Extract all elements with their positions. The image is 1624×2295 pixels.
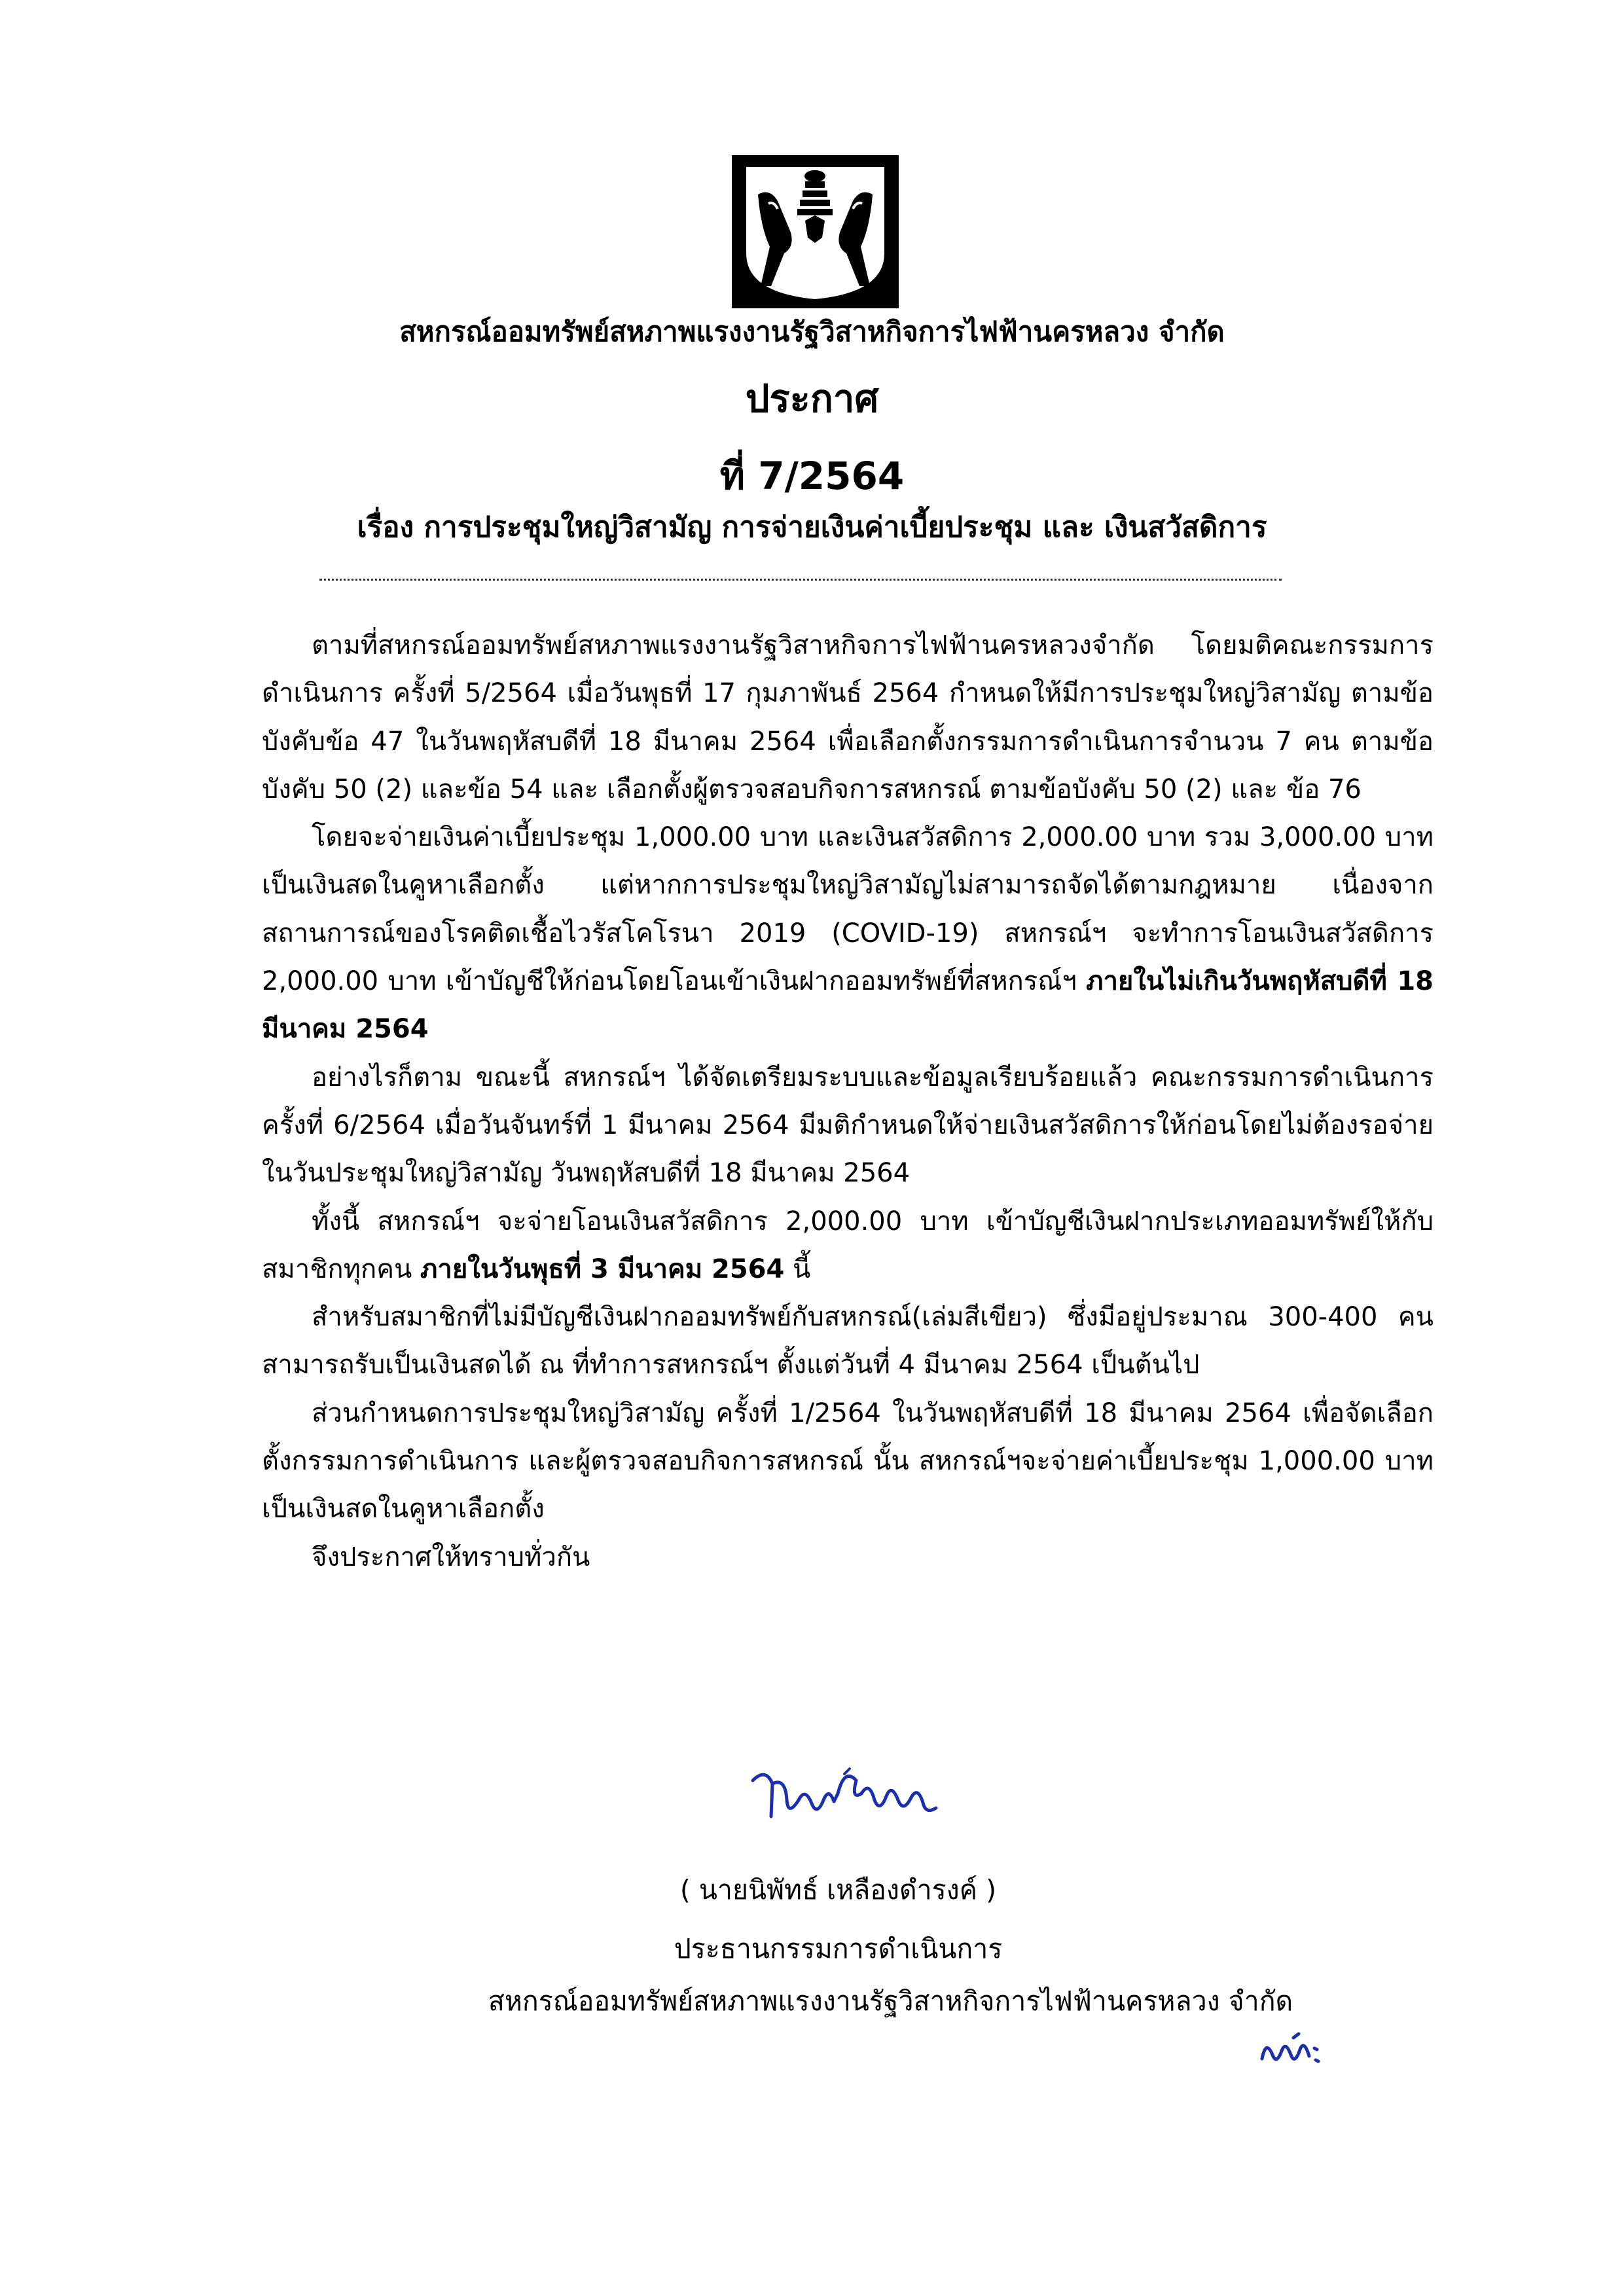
paragraph-2-text: โดยจะจ่ายเงินค่าเบี้ยประชุม 1,000.00 บาท และเงินสวัสดิการ 2,000.00 บาท รวม 3,000.00 บาท เป็นเงินสดในคูหาเลือกตั้ง แต่หากการประชุมใหญ่วิสามัญไม่สามารถจัดได้ตามกฎหมาย เนื่องจากสถานการณ์ของโรคติดเชื้อไวรัสโคโรนา 2019 (COVID-19) สหกรณ์ฯ จะทำการโอนเงินสวัสดิการ 2,000.00 บาท เข้าบัญชีให้ก่อนโดยโอนเข้าเงินฝากออมทรัพย์ที่สหกรณ์ฯ (262, 822, 1434, 997)
document-subject: เรื่อง การประชุมใหญ่วิสามัญ การจ่ายเงินค่าเบี้ยประชุม และ เงินสวัสดิการ (357, 511, 1267, 544)
signatory-name: ( นายนิพัทธ์ เหลืองดำรงค์ ) (679, 1874, 997, 1906)
paragraph-2 (262, 814, 1434, 1053)
document-number: ที่ 7/2564 (719, 454, 905, 498)
paragraph-2-deadline: ภายในไม่เกินวันพฤหัสบดีที่ 18 มีนาคม 2564 (262, 966, 1434, 1045)
paragraph-3: อย่างไรก็ตาม ขณะนี้ สหกรณ์ฯ ได้จัดเตรียมระบบและข้อมูลเรียบร้อยแล้ว คณะกรรมการดำเนินการ ครั้งที่ 6/2564 เมื่อวันจันทร์ที่ 1 มีนาคม 2564 มีมติกำหนดให้จ่ายเงินสวัสดิการให้ก่อนโดยไม่ต้องรอจ่ายในวันประชุมใหญ่วิสามัญ วันพฤหัสบดีที่ 18 มีนาคม 2564 (262, 1062, 1434, 1189)
paragraph-4 (262, 1198, 1434, 1294)
paragraph-6: ส่วนกำหนดการประชุมใหญ่วิสามัญ ครั้งที่ 1/2564 ในวันพฤหัสบดีที่ 18 มีนาคม 2564 เพื่อจัดเลือกตั้งกรรมการดำเนินการ และผู้ตรวจสอบกิจการสหกรณ์ นั้น สหกรณ์ฯจะจ่ายค่าเบี้ยประชุม 1,000.00 บาท เป็นเงินสดในคูหาเลือกตั้ง (262, 1398, 1434, 1525)
paragraph-4-tail: นี้ (784, 1254, 811, 1284)
organization-title: สหกรณ์ออมทรัพย์สหภาพแรงงานรัฐวิสาหกิจการไฟฟ้านครหลวง จำกัด (399, 316, 1225, 348)
cooperative-emblem-hands-icon (732, 155, 899, 308)
paragraph-4-text: ทั้งนี้ สหกรณ์ฯ จะจ่ายโอนเงินสวัสดิการ 2,000.00 บาท เข้าบัญชีเงินฝากประเภทออมทรัพย์ให้กับสมาชิกทุกคน (262, 1206, 1434, 1284)
paragraph-5: สำหรับสมาชิกที่ไม่มีบัญชีเงินฝากออมทรัพย์กับสหกรณ์(เล่มสีเขียว) ซึ่งมีอยู่ประมาณ 300-400 คน สามารถรับเป็นเงินสดได้ ณ ที่ทำการสหกรณ์ฯ ตั้งแต่วันที่ 4 มีนาคม 2564 เป็นต้นไป (262, 1302, 1434, 1381)
separator-dotted-line (319, 576, 1282, 581)
signatory-organization: สหกรณ์ออมทรัพย์สหภาพแรงงานรัฐวิสาหกิจการไฟฟ้านครหลวง จำกัด (488, 1985, 1293, 2017)
document-type: ประกาศ (745, 376, 879, 421)
paragraph-4-deadline: ภายในวันพุธที่ 3 มีนาคม 2564 (420, 1254, 785, 1284)
signatory-position: ประธานกรรมการดำเนินการ (674, 1933, 1003, 1964)
announcement-body (262, 622, 1434, 1581)
paragraph-1: ตามที่สหกรณ์ออมทรัพย์สหภาพแรงงานรัฐวิสาหกิจการไฟฟ้านครหลวงจำกัด โดยมติคณะกรรมการดำเนินการ ครั้งที่ 5/2564 เมื่อวันพุธที่ 17 กุมภาพันธ์ 2564 กำหนดให้มีการประชุมใหญ่วิสามัญ ตามข้อบังคับข้อ 47 ในวันพฤหัสบดีที่ 18 มีนาคม 2564 เพื่อเลือกตั้งกรรมการดำเนินการจำนวน 7 คน ตามข้อบังคับ 50 (2) และข้อ 54 และ เลือกตั้งผู้ตรวจสอบกิจการสหกรณ์ ตามข้อบังคับ 50 (2) และ ข้อ 76 (262, 630, 1434, 804)
handwritten-initials (1257, 2026, 1329, 2072)
handwritten-signature (746, 1754, 943, 1833)
paragraph-closing: จึงประกาศให้ทราบทั่วกัน (312, 1542, 590, 1572)
